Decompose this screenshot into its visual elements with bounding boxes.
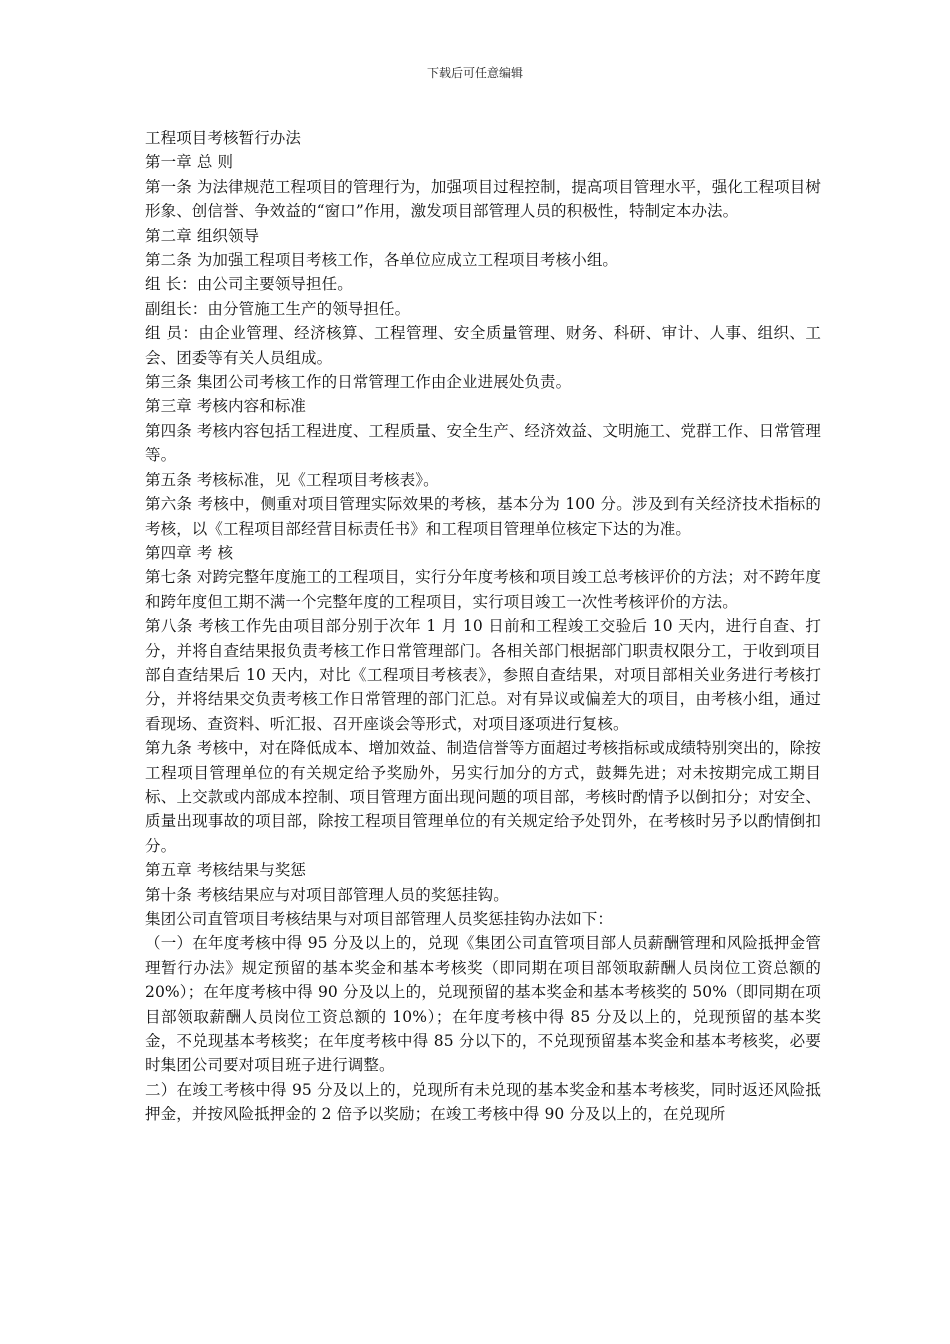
article-paragraph: 第五条 考核标准，见《工程项目考核表》。	[145, 470, 439, 489]
body-paragraph: 组 长：由公司主要领导担任。	[145, 275, 353, 294]
body-paragraph: 二）在竣工考核中得 95 分及以上的，兑现所有未兑现的基本奖金和基本考核奖，同时返还风险抵押金，并按风险抵押金的 2 倍予以奖励；在竣工考核中得 90 分及以上的，在兑现所	[145, 1080, 821, 1124]
body-paragraph: 组 员：由企业管理、经济核算、工程管理、安全质量管理、财务、科研、审计、人事、组织、工会、团委等有关人员组成。	[145, 324, 821, 367]
document-body	[145, 126, 821, 1127]
article-paragraph: 第二条 为加强工程项目考核工作，各单位应成立工程项目考核小组。	[145, 251, 619, 270]
document-title: 工程项目考核暂行办法	[145, 129, 302, 147]
chapter-heading: 第三章 考核内容和标准	[145, 397, 307, 416]
body-paragraph: 副组长：由分管施工生产的领导担任。	[145, 299, 411, 318]
article-paragraph: 第一条 为法律规范工程项目的管理行为，加强项目过程控制，提高项目管理水平，强化工程项目树形象、创信誉、争效益的“窗口”作用，激发项目部管理人员的积极性，特制定本办法。	[145, 177, 821, 221]
article-paragraph: 第六条 考核中，侧重对项目管理实际效果的考核，基本分为 100 分。涉及到有关经济技术指标的考核，以《工程项目部经营目标责任书》和工程项目管理单位核定下达的为准。	[145, 495, 821, 538]
body-paragraph: 集团公司直管项目考核结果与对项目部管理人员奖惩挂钩办法如下：	[145, 910, 614, 928]
article-paragraph: 第七条 对跨完整年度施工的工程项目，实行分年度考核和项目竣工总考核评价的方法；对不跨年度和跨年度但工期不满一个完整年度的工程项目，实行项目竣工一次性考核评价的方法。	[145, 568, 821, 611]
chapter-heading: 第一章 总 则	[145, 153, 234, 172]
article-paragraph: 第八条 考核工作先由项目部分别于次年 1 月 10 日前和工程竣工交验后 10 天内，进行自查、打分，并将自查结果报负责考核工作日常管理部门。各相关部门根据部门职责权限分工，于收到项目部自查结果后 10 天内，对比《工程项目考核表》，参照自查结果，对项目部相关业务进行考核打分，并将结果交负责考核工作日常管理的部门汇总。对有异议或偏差大的项目，由考核小组，通过看现场、查资料、听汇报、召开座谈会等形式，对项目逐项进行复核。	[145, 617, 821, 733]
chapter-heading: 第四章 考 核	[145, 543, 234, 562]
header-note: 下载后可任意编辑	[426, 66, 523, 80]
body-paragraph: （一）在年度考核中得 95 分及以上的，兑现《集团公司直管项目部人员薪酬管理和风险抵押金管理暂行办法》规定预留的基本奖金和基本考核奖（即同期在项目部领取薪酬人员岗位工资总额的 20%）；在年度考核中得 90 分及以上的，兑现预留的基本奖金和基本考核奖的 50%（即同期在项目部领取薪酬人员岗位工资总额的 10%）；在年度考核中得 85 分及以上的，兑现预留的基本奖金，不兑现基本考核奖；在年度考核中得 85 分以下的，不兑现预留基本奖金和基本考核奖，必要时集团公司要对项目班子进行调整。	[145, 934, 821, 1075]
article-paragraph: 第四条 考核内容包括工程进度、工程质量、安全生产、经济效益、文明施工、党群工作、日常管理等。	[145, 421, 821, 465]
article-paragraph: 第九条 考核中，对在降低成本、增加效益、制造信誉等方面超过考核指标或成绩特别突出的，除按工程项目管理单位的有关规定给予奖励外，另实行加分的方式，鼓舞先进；对未按期完成工期目标、上交款或内部成本控制、项目管理方面出现问题的项目部，考核时酌情予以倒扣分；对安全、质量出现事故的项目部，除按工程项目管理单位的有关规定给予处罚外，在考核时另予以酌情倒扣分。	[145, 739, 821, 855]
chapter-heading: 第二章 组织领导	[145, 226, 260, 245]
article-paragraph: 第三条 集团公司考核工作的日常管理工作由企业进展处负责。	[145, 373, 572, 392]
article-paragraph: 第十条 考核结果应与对项目部管理人员的奖惩挂钩。	[145, 885, 509, 904]
chapter-heading: 第五章 考核结果与奖惩	[145, 861, 307, 880]
